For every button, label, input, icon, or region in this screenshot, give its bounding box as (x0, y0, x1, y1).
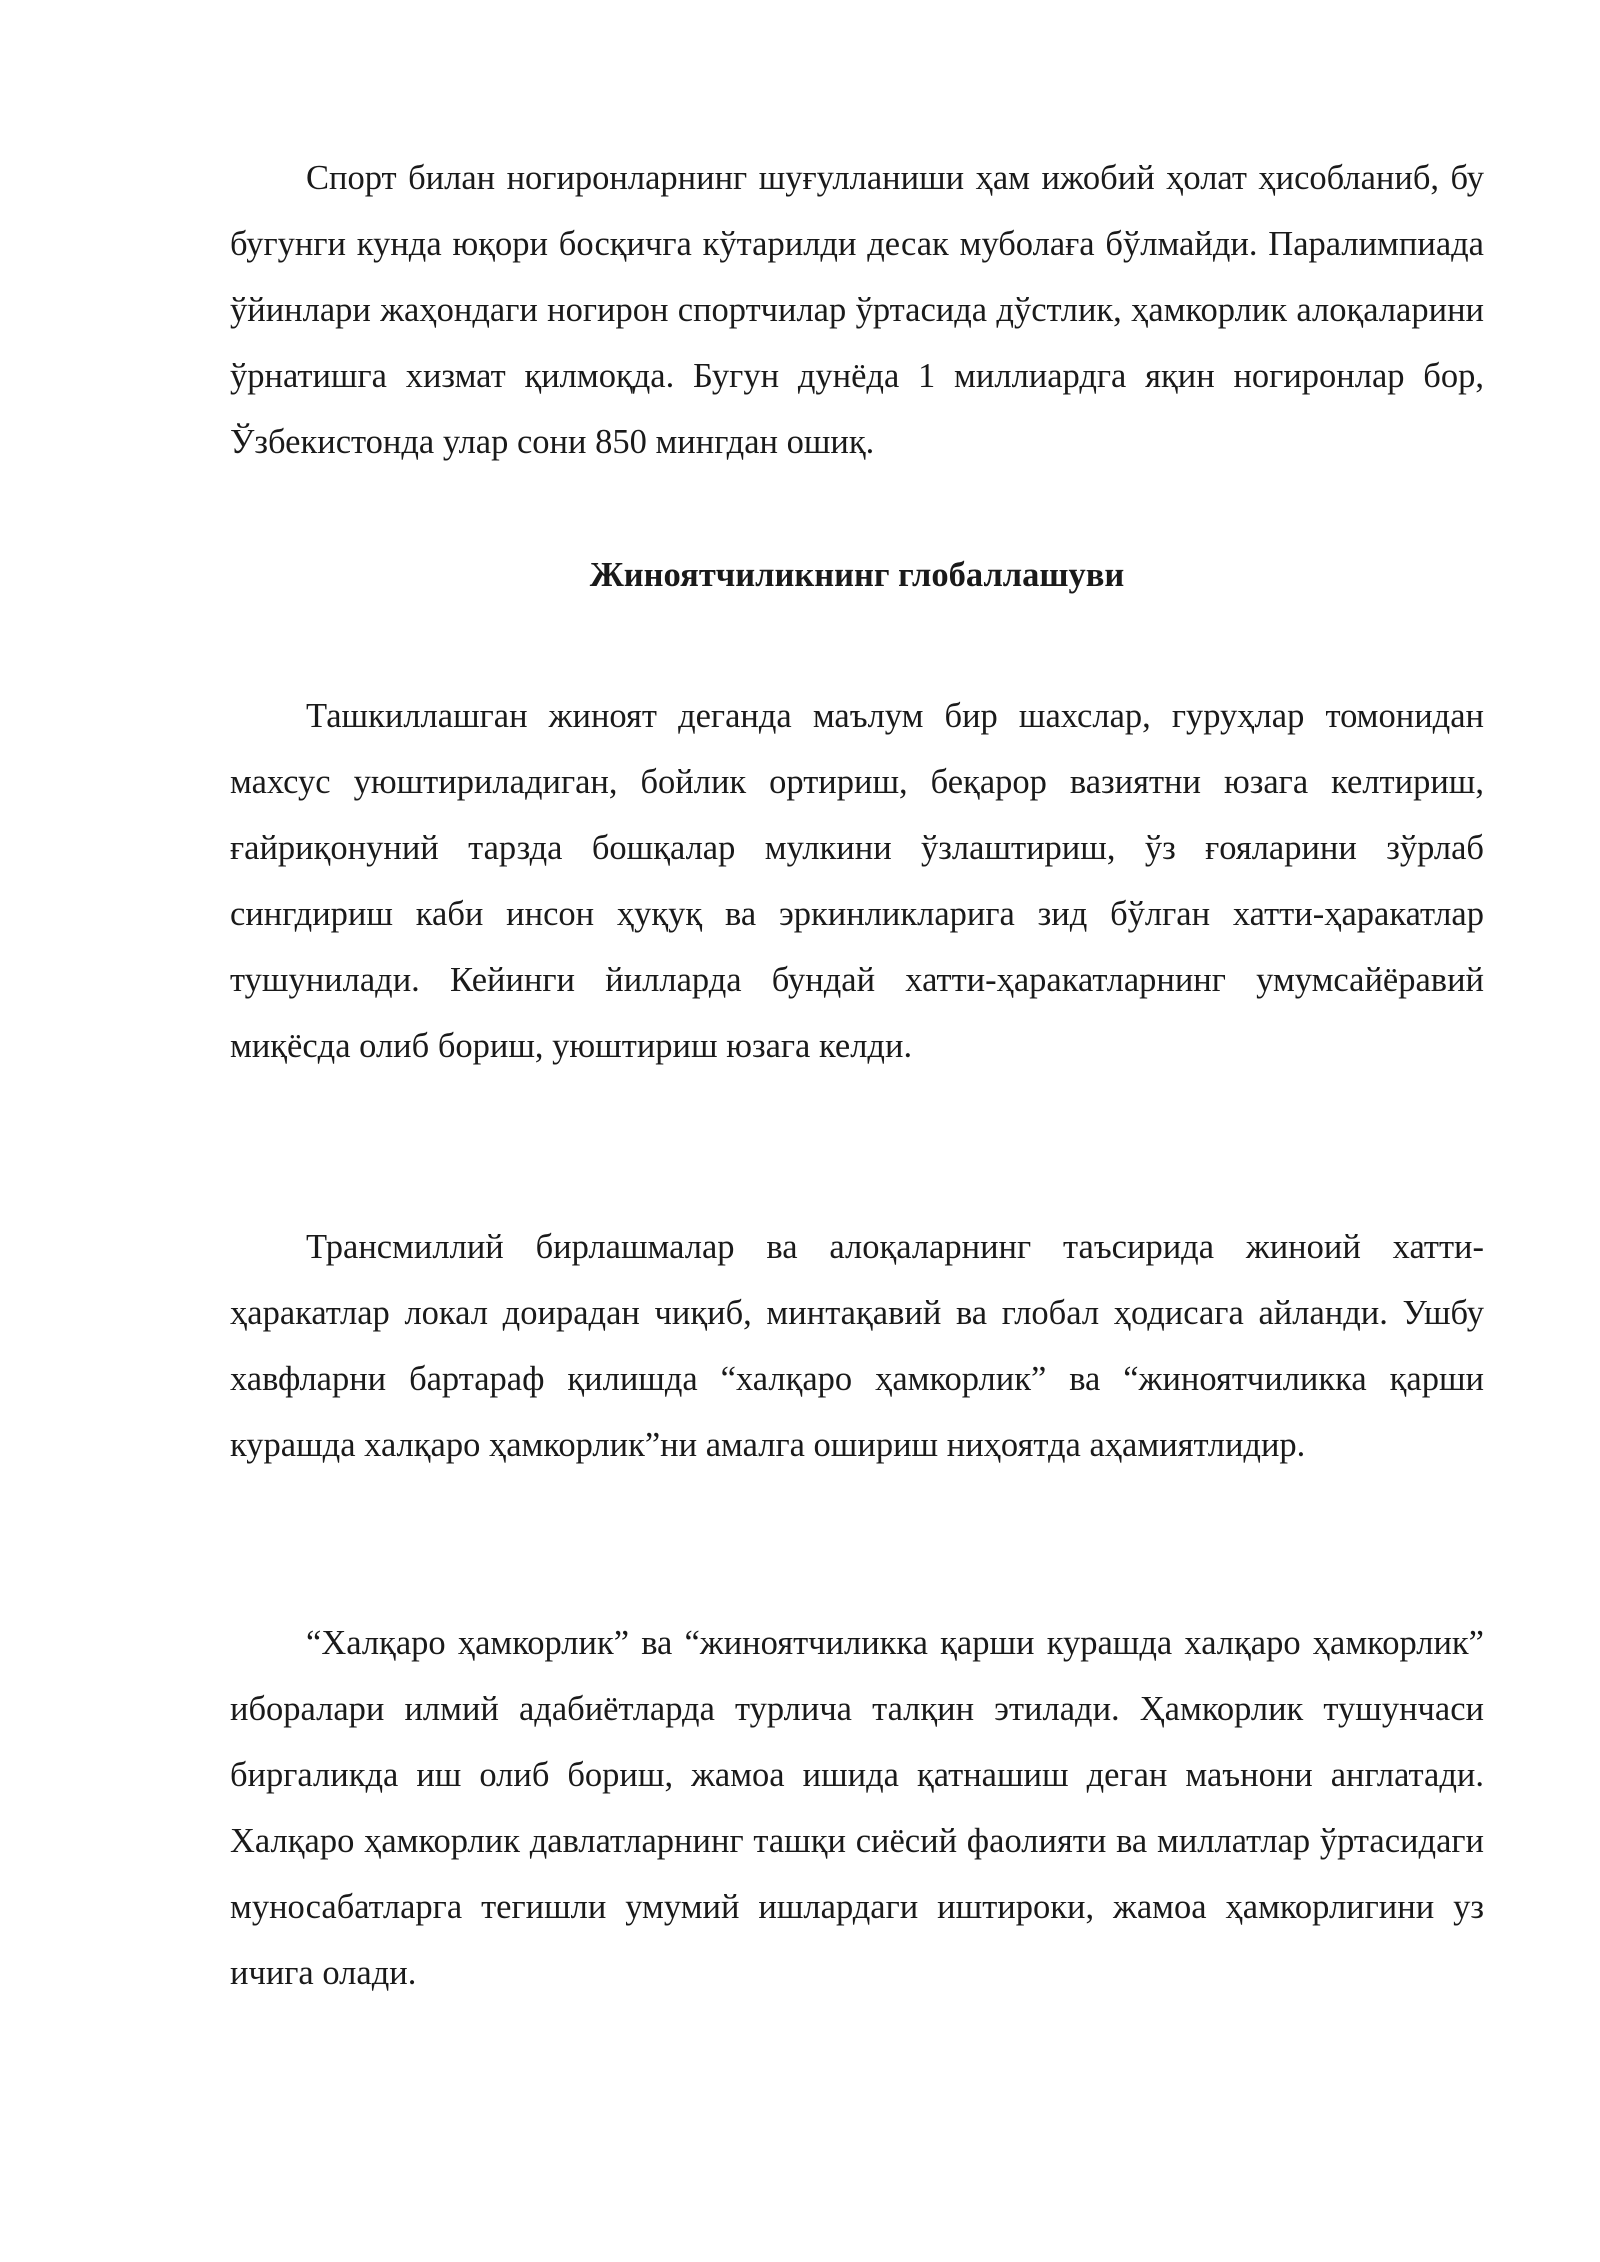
section-heading: Жиноятчиликнинг глобаллашуви (589, 556, 1125, 594)
paragraph-sport-disabled: Спорт билан ногиронларнинг шуғулланиши ҳам ижобий ҳолат ҳисобланиб, бу бугунги кунда юқори босқичга кўтарилди десак муболаға бўлмайди. Паралимпиада ўйинлари жаҳондаги ногирон спортчилар ўртасида дўстлик, ҳамкорлик алоқаларини ўрнатишга хизмат қилмоқда. Бугун дунёда 1 миллиардга яқин ногиронлар бор, Ўзбекистонда улар сони 850 мингдан ошиқ. (230, 159, 1484, 461)
paragraph-international-cooperation: “Халқаро ҳамкорлик” ва “жиноятчиликка қарши курашда халқаро ҳамкорлик” иборалари илмий адабиётларда турлича талқин этилади. Ҳамкорлик тушунчаси биргаликда иш олиб бориш, жамоа ишида қатнашиш деган маънони англатади. Халқаро ҳамкорлик давлатларнинг ташқи сиёсий фаолияти ва миллатлар ўртасидаги муносабатларга тегишли умумий ишлардаги иштироки, жамоа ҳамкорлигини уз ичига олади. (230, 1624, 1484, 1992)
paragraph-organized-crime: Ташкиллашган жиноят деганда маълум бир шахслар, гуруҳлар томонидан махсус уюштириладиган, бойлик ортириш, беқарор вазиятни юзага келтириш, ғайриқонуний тарзда бошқалар мулкини ўзлаштириш, ўз ғояларини зўрлаб сингдириш каби инсон ҳуқуқ ва эркинликларига зид бўлган хатти-ҳаракатлар тушунилади. Кейинги йилларда бундай хатти-ҳаракатларнинг умумсайёравий миқёсда олиб бориш, уюштириш юзага келди. (230, 697, 1484, 1065)
paragraph-transnational: Трансмиллий бирлашмалар ва алоқаларнинг таъсирида жиноий хатти-ҳаракатлар локал доирадан чиқиб, минтақавий ва глобал ҳодисага айланди. Ушбу хавфларни бартараф қилишда “халқаро ҳамкорлик” ва “жиноятчиликка қарши курашда халқаро ҳамкорлик”ни амалга ошириш ниҳоятда аҳамиятлидир. (230, 1228, 1484, 1464)
